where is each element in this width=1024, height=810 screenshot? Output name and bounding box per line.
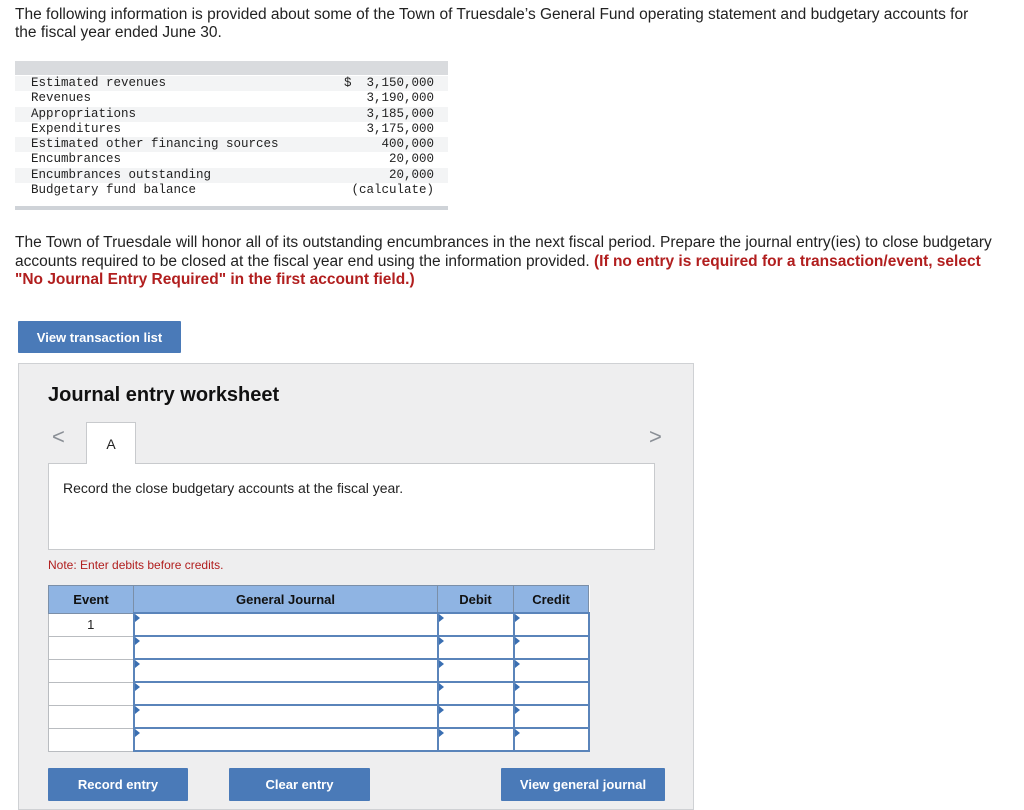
debit-input-cell [438,636,514,659]
header-event: Event [49,586,134,614]
record-entry-button[interactable]: Record entry [48,768,188,801]
table-row [49,682,589,705]
credit-input[interactable] [515,729,588,750]
event-cell [49,682,134,705]
intro-text: The following information is provided about some of the Town of Truesdale’s General Fund operating statement and budgetary accounts for the fiscal year ended June 30. [15,6,969,41]
account-value: $ 3,150,000 [343,76,434,90]
general-journal-input[interactable] [135,683,437,704]
tab-a[interactable]: A [86,422,136,464]
table-row [49,705,589,728]
credit-input-cell [514,659,589,682]
general-journal-input[interactable] [135,706,437,727]
debit-input[interactable] [439,660,513,681]
view-transaction-list-button[interactable]: View transaction list [18,321,181,353]
credit-input-cell [514,613,589,636]
account-label: Encumbrances [31,152,122,167]
data-row [15,168,448,183]
general-journal-input-cell [134,613,438,636]
account-value: 3,190,000 [366,91,434,106]
debit-input-cell [438,728,514,751]
event-cell [49,705,134,728]
data-row [15,122,448,137]
journal-entry-worksheet [18,363,694,810]
account-value: 3,185,000 [366,106,434,121]
account-label: Encumbrances outstanding [31,167,212,182]
account-label: Appropriations [31,106,137,121]
prompt-text: Record the close budgetary accounts at the fiscal year. [63,480,404,496]
account-label: Estimated other financing sources [31,137,279,152]
instructions [15,234,1005,290]
data-row [15,183,448,198]
event-cell [49,728,134,751]
credit-input[interactable] [515,706,588,727]
data-row [15,137,448,152]
instructions-emphasis: (If no entry is required for a transaction/event, select "No Journal Entry Required" in the first account field.) [15,252,981,289]
debit-input-cell [438,659,514,682]
header-debit: Debit [438,586,514,614]
event-cell: 1 [49,613,134,636]
account-value: 400,000 [381,137,434,152]
account-value: 20,000 [388,152,434,167]
account-label: Budgetary fund balance [31,183,197,198]
worksheet-title: Journal entry worksheet [48,384,280,406]
debit-input-cell [438,682,514,705]
header-general-journal: General Journal [134,586,438,614]
header-credit: Credit [514,586,589,614]
debit-input[interactable] [439,614,513,635]
credit-input[interactable] [515,614,588,635]
table-row [49,613,589,636]
event-cell [49,659,134,682]
data-row [15,91,448,106]
chevron-left-icon[interactable]: < [52,424,65,449]
general-journal-input-cell [134,636,438,659]
data-row [15,152,448,167]
general-journal-input-cell [134,682,438,705]
account-value: 20,000 [388,167,434,182]
debit-input[interactable] [439,706,513,727]
credit-input-cell [514,728,589,751]
table-row [49,728,589,751]
general-journal-input[interactable] [135,614,437,635]
credit-input-cell [514,705,589,728]
clear-entry-button[interactable]: Clear entry [229,768,370,801]
debit-input-cell [438,705,514,728]
credit-input[interactable] [515,637,588,658]
account-label: Estimated revenues [31,76,167,90]
general-journal-input-cell [134,705,438,728]
note-text: Note: Enter debits before credits. [48,558,224,572]
debit-input[interactable] [439,637,513,658]
prompt-box [48,463,655,550]
general-journal-input[interactable] [135,660,437,681]
account-label: Expenditures [31,121,122,136]
account-value: 3,175,000 [366,121,434,136]
credit-input-cell [514,682,589,705]
journal-table [48,585,590,752]
budget-data-table [15,61,448,210]
general-journal-input[interactable] [135,637,437,658]
table-row [49,659,589,682]
debit-input[interactable] [439,729,513,750]
account-label: Revenues [31,91,92,106]
account-value: (calculate) [351,183,434,198]
event-cell [49,636,134,659]
data-row [15,107,448,122]
debit-input-cell [438,613,514,636]
general-journal-input-cell [134,728,438,751]
view-general-journal-button[interactable]: View general journal [501,768,665,801]
general-journal-input-cell [134,659,438,682]
general-journal-input[interactable] [135,729,437,750]
credit-input[interactable] [515,683,588,704]
data-row [15,76,448,91]
credit-input[interactable] [515,660,588,681]
credit-input-cell [514,636,589,659]
chevron-right-icon[interactable]: > [649,424,662,449]
table-row [49,636,589,659]
debit-input[interactable] [439,683,513,704]
instructions-text: The Town of Truesdale will honor all of its outstanding encumbrances in the next fiscal period. Prepare the journal entry(ies) to close budgetary accounts required to be closed at the fiscal year end using the information provided. [15,234,992,270]
